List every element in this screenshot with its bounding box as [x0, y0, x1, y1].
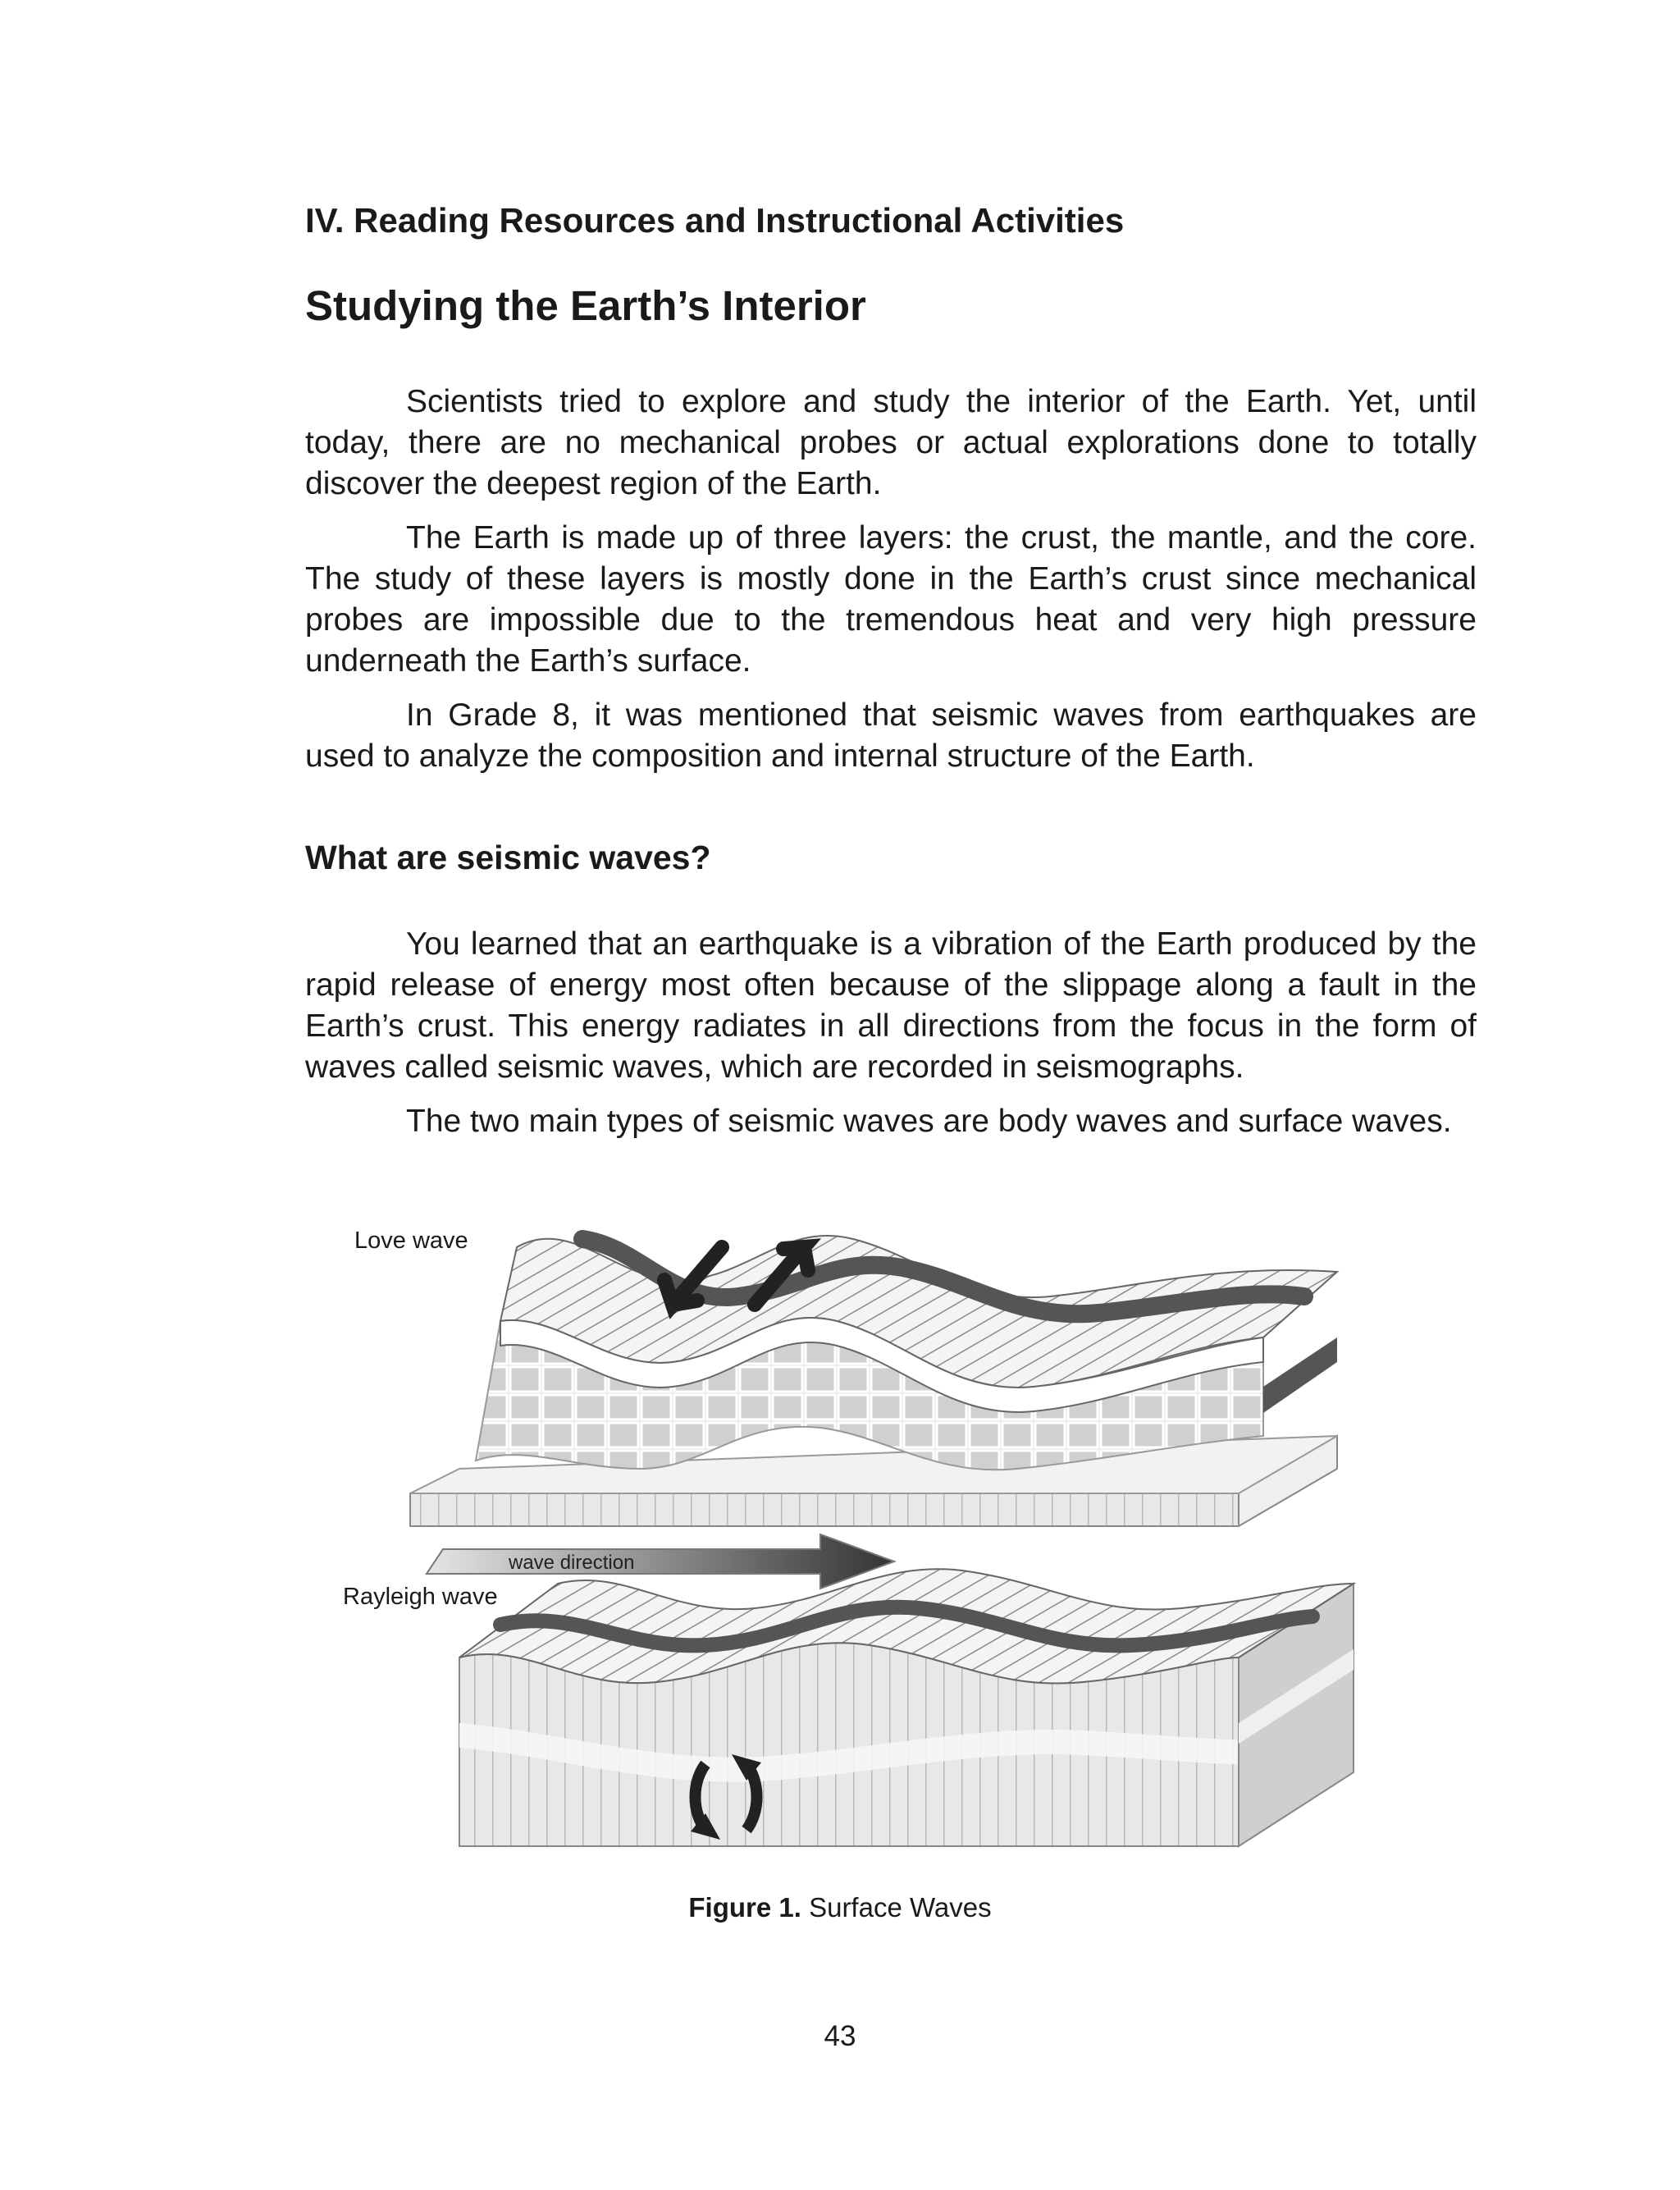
rayleigh-wave-illustration: [459, 1569, 1354, 1846]
arrow-right-icon: [427, 1534, 894, 1589]
intro-text: [305, 382, 1477, 777]
paragraph: Scientists tried to explore and study the interior of the Earth. Yet, until today, there are no mechanical probes or actual explorations done to totally discover the deepest region of the Earth.: [305, 384, 1477, 501]
caption-text: Surface Waves: [801, 1892, 992, 1923]
seismic-text: [305, 924, 1477, 1142]
love-wave-label: Love wave: [354, 1228, 468, 1254]
wave-direction-arrow: [427, 1534, 894, 1589]
base-layer: [410, 1493, 1239, 1526]
paragraph: The Earth is made up of three layers: the crust, the mantle, and the core. The study of these layers is mostly done in the Earth’s crust since mechanical probes are impossible due to the tremendous heat and very high pressure underneath the Earth’s surface.: [305, 520, 1477, 679]
surface-waves-figure: [312, 1198, 1378, 1871]
paragraph: The two main types of seismic waves are body waves and surface waves.: [406, 1104, 1452, 1139]
page-number: 43: [824, 2020, 856, 2052]
subheading: What are seismic waves?: [305, 839, 711, 876]
wave-direction-label: wave direction: [509, 1552, 635, 1574]
love-wave-illustration: [410, 1236, 1337, 1526]
caption-lead: Figure 1.: [688, 1892, 801, 1923]
paragraph: In Grade 8, it was mentioned that seismic waves from earthquakes are used to analyze the composition and internal structure of the Earth.: [305, 697, 1477, 774]
section-heading: IV. Reading Resources and Instructional Activities: [305, 201, 1125, 240]
figure-caption: [0, 1892, 1680, 1923]
paragraph: You learned that an earthquake is a vibration of the Earth produced by the rapid release of energy most often because of the slippage along a fault in the Earth’s crust. This energy radiates in all directions from the focus in the form of waves called seismic waves, which are recorded in seismographs.: [305, 926, 1477, 1085]
page-title: Studying the Earth’s Interior: [305, 282, 866, 329]
rayleigh-wave-label: Rayleigh wave: [343, 1584, 498, 1610]
